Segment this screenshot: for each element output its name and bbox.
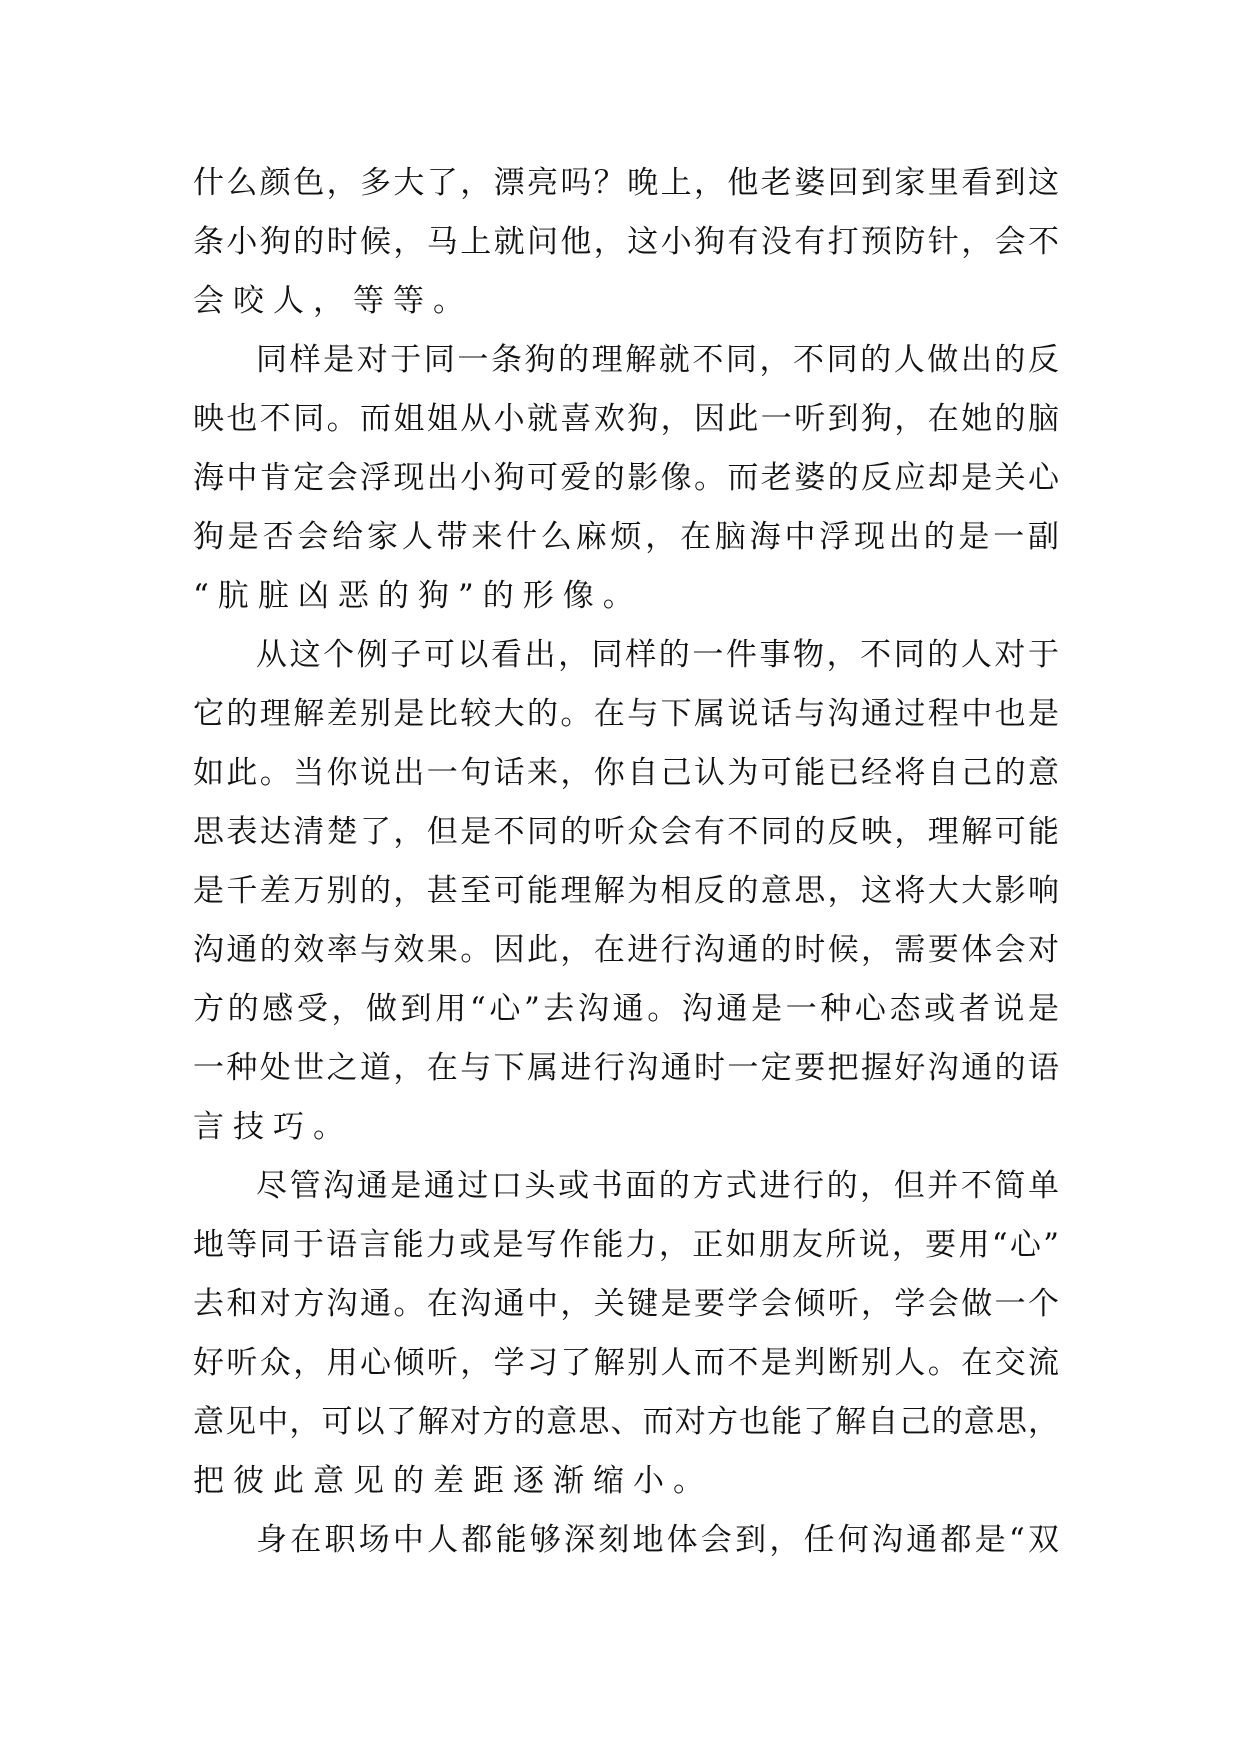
text-line: 言技巧。 [193, 1109, 353, 1145]
text-line: 海中肯定会浮现出小狗可爱的影像。而老婆的反应却是关心 [193, 460, 1059, 496]
text-line: 如此。当你说出一句话来，你自己认为可能已经将自己的意 [193, 755, 1059, 791]
text-line: 意见中，可以了解对方的意思、而对方也能了解自己的意思， [193, 1404, 1059, 1440]
text-line: “肮脏凶恶的狗”的形像。 [193, 578, 643, 614]
text-line: 把彼此意见的差距逐渐缩小。 [193, 1463, 713, 1499]
text-line: 好听众，用心倾听，学习了解别人而不是判断别人。在交流 [193, 1345, 1059, 1381]
paragraph-first-line: 身在职场中人都能够深刻地体会到，任何沟通都是“双 [256, 1522, 1059, 1558]
text-line: 思表达清楚了，但是不同的听众会有不同的反映，理解可能 [193, 814, 1059, 850]
text-line: 去和对方沟通。在沟通中，关键是要学会倾听，学会做一个 [193, 1286, 1059, 1322]
text-line: 方的感受，做到用“心”去沟通。沟通是一种心态或者说是 [193, 991, 1059, 1027]
text-line: 什么颜色，多大了，漂亮吗？晚上，他老婆回到家里看到这 [193, 165, 1059, 201]
text-line: 会咬人，等等。 [193, 283, 473, 319]
text-line: 地等同于语言能力或是写作能力，正如朋友所说，要用“心” [193, 1227, 1059, 1263]
paragraph-first-line: 同样是对于同一条狗的理解就不同，不同的人做出的反 [256, 342, 1059, 378]
text-line: 狗是否会给家人带来什么麻烦，在脑海中浮现出的是一副 [193, 519, 1059, 555]
text-line: 是千差万别的，甚至可能理解为相反的意思，这将大大影响 [193, 873, 1059, 909]
paragraph-first-line: 尽管沟通是通过口头或书面的方式进行的，但并不简单 [256, 1168, 1059, 1204]
text-line: 映也不同。而姐姐从小就喜欢狗，因此一听到狗，在她的脑 [193, 401, 1059, 437]
text-line: 一种处世之道，在与下属进行沟通时一定要把握好沟通的语 [193, 1050, 1059, 1086]
paragraph-first-line: 从这个例子可以看出，同样的一件事物，不同的人对于 [256, 637, 1059, 673]
text-line: 它的理解差别是比较大的。在与下属说话与沟通过程中也是 [193, 696, 1059, 732]
text-line: 沟通的效率与效果。因此，在进行沟通的时候，需要体会对 [193, 932, 1059, 968]
body-text [193, 154, 1059, 1570]
text-line: 条小狗的时候，马上就问他，这小狗有没有打预防针，会不 [193, 224, 1059, 260]
